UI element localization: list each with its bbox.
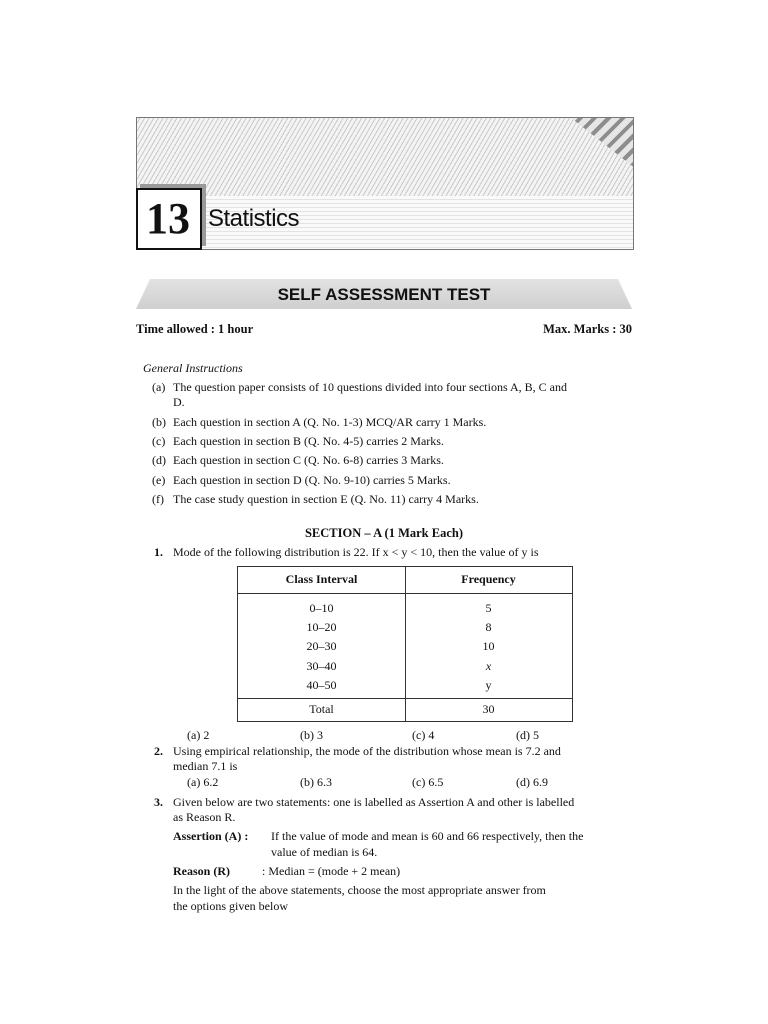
instruction-text: Each question in section B (Q. No. 4-5) carries 2 Marks.: [173, 434, 444, 448]
question-text: Given below are two statements: one is labelled as Assertion A and other is labelled: [173, 795, 575, 809]
question-text: as Reason R.: [173, 810, 236, 824]
instruction-label: (c): [152, 434, 166, 448]
assertion-text: value of median is 64.: [271, 845, 378, 859]
table-cell: 30–40: [306, 659, 337, 673]
max-marks: Max. Marks : 30: [543, 322, 632, 336]
table-cell: 10–20: [306, 620, 337, 634]
instruction-label: (b): [152, 415, 166, 429]
question-number: 2.: [154, 744, 163, 758]
question-number: 3.: [154, 795, 163, 809]
table-header: Frequency: [461, 572, 516, 586]
banner-corner-decoration: [533, 117, 634, 198]
question-text: median 7.1 is: [173, 759, 238, 773]
table-total-label: Total: [309, 702, 334, 716]
instruction-text: The case study question in section E (Q. No. 11) carry 4 Marks.: [173, 492, 479, 506]
instruction-text: Each question in section D (Q. No. 9-10) carries 5 Marks.: [173, 473, 451, 487]
option: (b) 6.3: [300, 775, 332, 789]
instruction-text: Each question in section A (Q. No. 1-3) MCQ/AR carry 1 Marks.: [173, 415, 487, 429]
chapter-title: Statistics: [208, 205, 300, 232]
reason-text: : Median = (mode + 2 mean): [262, 864, 401, 878]
instruction-label: (d): [152, 453, 166, 467]
time-allowed: Time allowed : 1 hour: [136, 322, 254, 336]
table-cell: x: [485, 659, 492, 673]
table-cell: 10: [482, 639, 495, 653]
instruction-label: (a): [152, 380, 166, 394]
table-cell: 20–30: [306, 639, 337, 653]
instruction-text: D.: [173, 395, 185, 409]
test-title: SELF ASSESSMENT TEST: [277, 285, 491, 304]
table-cell: 40–50: [306, 678, 337, 692]
assertion-text: If the value of mode and mean is 60 and 66 respectively, then the: [271, 829, 584, 843]
assertion-label: Assertion (A) :: [173, 829, 249, 843]
distribution-table: [237, 566, 573, 722]
question-text: Mode of the following distribution is 22. If x < y < 10, then the value of y is: [173, 545, 539, 559]
general-instructions-label: General Instructions: [143, 361, 243, 375]
table-cell: 0–10: [309, 601, 334, 615]
reason-label: Reason (R): [173, 864, 230, 878]
option: (a) 6.2: [187, 775, 219, 789]
table-cell: 8: [485, 620, 492, 634]
table-cell: y: [485, 678, 492, 692]
option: (d) 6.9: [516, 775, 548, 789]
option: (d) 5: [516, 728, 539, 742]
table-cell: 5: [485, 601, 492, 615]
question-text: the options given below: [173, 899, 288, 913]
table-total-value: 30: [482, 702, 495, 716]
table-header: Class Interval: [285, 572, 358, 586]
option: (c) 6.5: [412, 775, 444, 789]
instruction-text: The question paper consists of 10 questions divided into four sections A, B, C and: [173, 380, 567, 394]
instruction-text: Each question in section C (Q. No. 6-8) carries 3 Marks.: [173, 453, 444, 467]
question-text: Using empirical relationship, the mode of the distribution whose mean is 7.2 and: [173, 744, 561, 758]
instruction-label: (f): [152, 492, 164, 506]
chapter-number: 13: [146, 194, 190, 243]
option: (a) 2: [187, 728, 210, 742]
question-text: In the light of the above statements, choose the most appropriate answer from: [173, 883, 546, 897]
section-a-heading: SECTION – A (1 Mark Each): [304, 526, 463, 540]
instruction-label: (e): [152, 473, 166, 487]
option: (b) 3: [300, 728, 323, 742]
option: (c) 4: [412, 728, 435, 742]
question-number: 1.: [154, 545, 163, 559]
